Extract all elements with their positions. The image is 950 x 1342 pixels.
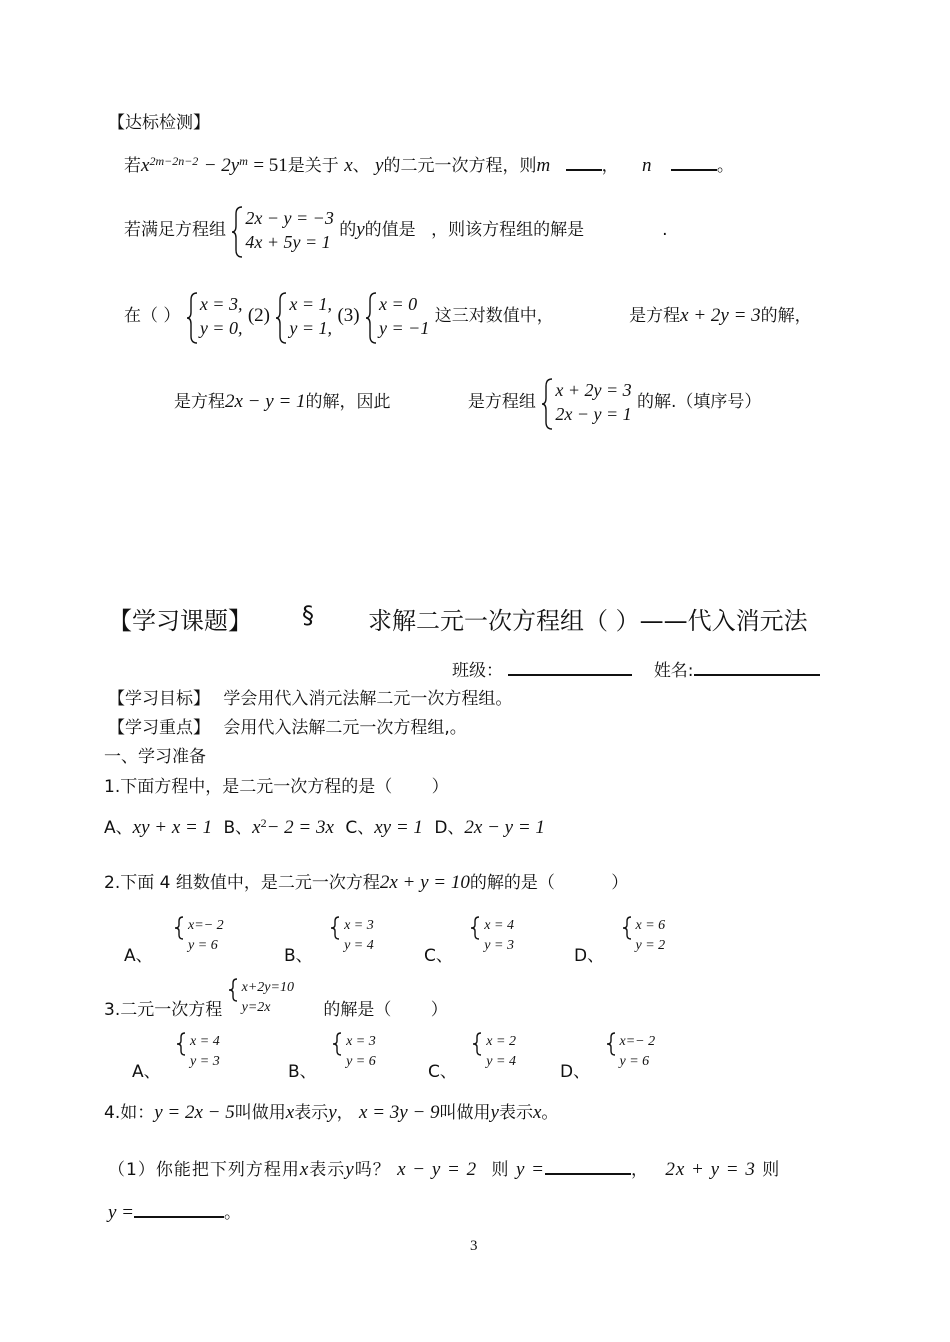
p3-system (228, 978, 294, 1018)
q3-label-2: (2) (247, 305, 271, 326)
q3-text-d: 的解， (760, 306, 812, 326)
q3-s3-b: y = −1 (379, 318, 430, 338)
q3-system-2 (275, 292, 332, 340)
p3-eq2: y=2x (241, 1000, 271, 1015)
p1-option-a-label: A、 (104, 818, 133, 838)
q4-s2: 2x − y = 1 (555, 404, 632, 424)
q4-text-a: 是方程 (174, 392, 225, 412)
q1-exponent-1: 2m−2n−2 (149, 154, 199, 168)
q4-system (541, 378, 631, 426)
p3-d-system (606, 1032, 656, 1072)
p3-c-label: C、 (428, 1062, 457, 1082)
p3-d-label: D、 (560, 1062, 591, 1082)
p1-option-d: 2x − y = 1 (464, 817, 545, 838)
p4-eq2: x = 3y − 9 (359, 1102, 440, 1123)
brace-icon (174, 916, 184, 940)
p2-text-b: 的解的是（ ） (469, 873, 629, 893)
brace-icon (332, 1032, 342, 1056)
q3-text-c: 是方程 (629, 306, 681, 326)
name-label: 姓名: (653, 661, 694, 681)
test-heading: 【达标检测】 (108, 113, 210, 133)
p4-text-d: ， (336, 1103, 354, 1123)
q3-s1-a: x = 3, (199, 294, 243, 314)
p2-question (104, 868, 628, 894)
p2-b-y: y = 4 (344, 938, 374, 953)
q1-var-n: n (642, 155, 652, 176)
q1-text-a: 若 (124, 156, 141, 176)
p2-equation: 2x + y = 10 (379, 872, 470, 893)
q1-blank-m[interactable] (566, 169, 602, 171)
p3-a-system (176, 1032, 220, 1072)
p2-d-y: y = 2 (635, 938, 666, 953)
p2-d-system (622, 916, 666, 956)
p4-eq1: y = 2x − 5 (154, 1102, 235, 1123)
lesson-title-tag: 【学习课题】 (108, 607, 252, 635)
p5-period: 。 (224, 1203, 242, 1223)
p1-question: 1.下面方程中，是二元一次方程的是（ ） (104, 777, 449, 797)
brace-icon (228, 978, 238, 1002)
test-q3 (124, 292, 812, 340)
lesson-title: 求解二元一次方程组（ ）——代入消元法 (368, 607, 808, 635)
p2-c-label: C、 (424, 946, 453, 966)
q3-text-a: 在（ ） (124, 306, 181, 326)
q2-text-b: 的 (339, 220, 357, 240)
p1-option-b-rest: − 2 = 3x (266, 817, 334, 838)
p4-text-a: 4.如： (104, 1103, 155, 1123)
q3-text-b: 这三对数值中， (434, 306, 554, 326)
brace-icon (472, 1032, 482, 1056)
p3-question (104, 978, 448, 1018)
name-field[interactable] (694, 674, 820, 676)
p3-d-y: y = 6 (619, 1054, 650, 1069)
p4-text-c: 表示 (294, 1103, 329, 1123)
focus-text: 会用代入法解二元一次方程组,。 (223, 718, 467, 738)
p3-c-y: y = 4 (486, 1054, 516, 1069)
p4-var-y: y (328, 1102, 337, 1123)
brace-icon (606, 1032, 616, 1056)
brace-icon (330, 916, 340, 940)
q1-text-d: 的二元一次方程，则 (383, 156, 537, 176)
q1-period: 。 (716, 156, 734, 176)
p4-text-g: 。 (541, 1103, 559, 1123)
q2-system (231, 206, 333, 254)
p2-a-system (174, 916, 224, 956)
p4-line (104, 1098, 558, 1124)
test-q4 (174, 378, 761, 426)
p2-c-x: x = 4 (484, 918, 514, 933)
q4-text-c: 是方程组 (467, 392, 536, 412)
brace-icon (622, 916, 632, 940)
p5-var-y-eq: y = (515, 1159, 545, 1180)
p5-text-a: （1）你能把下列方程用 (108, 1160, 300, 1180)
p1-option-b-label: B、 (223, 818, 253, 838)
goal-tag: 【学习目标】 (108, 689, 210, 709)
p1-option-d-label: D、 (434, 818, 465, 838)
q1-var-x2: x (344, 155, 353, 176)
brace-icon (365, 292, 377, 344)
p4-var-y2: y (490, 1102, 499, 1123)
p2-d-label: D、 (574, 946, 605, 966)
p2-a-label: A、 (124, 946, 153, 966)
q3-system-1 (186, 292, 243, 340)
goal-text: 学会用代入消元法解二元一次方程组。 (223, 689, 513, 709)
p3-b-y: y = 6 (346, 1054, 376, 1069)
goal-row (108, 684, 512, 709)
p2-option-d (574, 916, 666, 966)
q2-text-a: 若满足方程组 (124, 220, 226, 240)
p3-c-x: x = 2 (486, 1034, 516, 1049)
p2-c-y: y = 3 (484, 938, 514, 953)
q2-text-d: ，则该方程组的解是 (431, 220, 585, 240)
page-number: 3 (470, 1238, 478, 1254)
test-q1 (124, 151, 734, 177)
p5-var-y3: y = (108, 1202, 135, 1223)
test-q2 (124, 206, 667, 254)
q1-equals: = 51 (253, 155, 288, 176)
p1-options (104, 813, 545, 839)
p3-text-a: 3.二元一次方程 (104, 1000, 223, 1020)
q1-var-x: x (141, 155, 150, 176)
p5-blank-1[interactable] (545, 1173, 631, 1175)
q1-exponent-2: m (239, 154, 248, 168)
p2-option-a (124, 916, 224, 966)
p5-var-x: x (299, 1159, 310, 1180)
p2-option-b (284, 916, 374, 966)
class-field[interactable] (508, 674, 632, 676)
brace-icon (470, 916, 480, 940)
p2-b-label: B、 (284, 946, 313, 966)
class-name-row (452, 656, 820, 681)
brace-icon (231, 206, 243, 258)
p5-text-b: 表示 (309, 1160, 346, 1180)
q1-term-2y: − 2y (203, 155, 240, 176)
q1-blank-n[interactable] (671, 169, 717, 171)
p3-d-x: x=− 2 (619, 1034, 656, 1049)
p5-line-1 (108, 1155, 780, 1181)
q3-system-3 (365, 292, 429, 340)
p3-a-y: y = 3 (190, 1054, 220, 1069)
p1-option-b-x: x (252, 817, 261, 838)
focus-tag: 【学习重点】 (108, 718, 210, 738)
p3-c-system (472, 1032, 516, 1072)
q2-var-y: y (356, 219, 365, 240)
q2-eq2: 4x + 5y = 1 (245, 232, 331, 252)
q3-s3-a: x = 0 (379, 294, 418, 314)
q3-label-3: (3) (337, 305, 360, 326)
prep-heading: 一、学习准备 (104, 747, 206, 767)
q1-comma: ， (601, 156, 619, 176)
p3-a-x: x = 4 (190, 1034, 220, 1049)
lesson-section-sign: § (302, 601, 314, 629)
p3-text-b: 的解是（ ） (323, 1000, 448, 1020)
p1-option-a: xy + x = 1 (132, 817, 213, 838)
p3-option-d (560, 1032, 656, 1082)
p4-text-b: 叫做用 (234, 1103, 286, 1123)
q3-s2-b: y = 1, (289, 318, 333, 338)
brace-icon (541, 378, 553, 430)
q3-s1-b: y = 0, (199, 318, 243, 338)
p5-text-c: 吗？ (354, 1160, 391, 1180)
q4-text-b: 的解，因此 (305, 392, 391, 412)
p1-option-c: xy = 1 (374, 817, 423, 838)
p3-option-a (132, 1032, 220, 1082)
brace-icon (176, 1032, 186, 1056)
focus-row (108, 713, 467, 738)
q3-equation: x + 2y = 3 (680, 305, 761, 326)
q4-s1: x + 2y = 3 (555, 380, 632, 400)
q4-equation: 2x − y = 1 (225, 391, 306, 412)
p2-a-x: x=− 2 (188, 918, 224, 933)
q4-text-d: 的解.（填序号） (637, 392, 762, 412)
p3-option-c (428, 1032, 516, 1082)
p5-text-d: 则 (491, 1160, 510, 1180)
p3-eq1: x+2y=10 (241, 980, 294, 995)
p2-d-x: x = 6 (635, 918, 666, 933)
p4-text-e: 叫做用 (439, 1103, 491, 1123)
p4-text-f: 表示 (498, 1103, 533, 1123)
brace-icon (186, 292, 198, 344)
p1-option-b-sup: 2 (260, 816, 267, 830)
p3-option-b (288, 1032, 376, 1082)
q2-eq1: 2x − y = −3 (245, 208, 334, 228)
brace-icon (275, 292, 287, 344)
p5-var-y: y (345, 1159, 355, 1180)
q2-text-e: . (662, 220, 668, 240)
q3-s2-a: x = 1, (289, 294, 333, 314)
p4-var-x2: x (532, 1102, 542, 1123)
p3-b-x: x = 3 (346, 1034, 376, 1049)
p2-a-y: y = 6 (188, 938, 218, 953)
q2-text-c: 的值是 (364, 220, 416, 240)
p2-b-x: x = 3 (344, 918, 374, 933)
p5-eq2: 2x + y = 3 (665, 1159, 756, 1180)
p3-b-label: B、 (288, 1062, 317, 1082)
p5-blank-2[interactable] (134, 1216, 224, 1218)
p5-line-2 (108, 1198, 241, 1224)
p2-c-system (470, 916, 514, 956)
q1-text-c: 、 (352, 156, 370, 176)
p5-text-f: 则 (762, 1160, 781, 1180)
p5-eq1: x − y = 2 (397, 1159, 478, 1180)
p2-b-system (330, 916, 374, 956)
class-label: 班级： (452, 661, 503, 681)
q1-var-m: m (536, 155, 551, 176)
p2-option-c (424, 916, 514, 966)
q1-text-b: 是关于 (287, 156, 339, 176)
q1-var-y: y (375, 155, 384, 176)
p3-b-system (332, 1032, 376, 1072)
p4-var-x: x (285, 1102, 295, 1123)
p1-option-c-label: C、 (345, 818, 375, 838)
p5-comma: ， (630, 1160, 649, 1180)
p3-a-label: A、 (132, 1062, 161, 1082)
p2-text-a: 2.下面 4 组数值中，是二元一次方程 (104, 873, 380, 893)
